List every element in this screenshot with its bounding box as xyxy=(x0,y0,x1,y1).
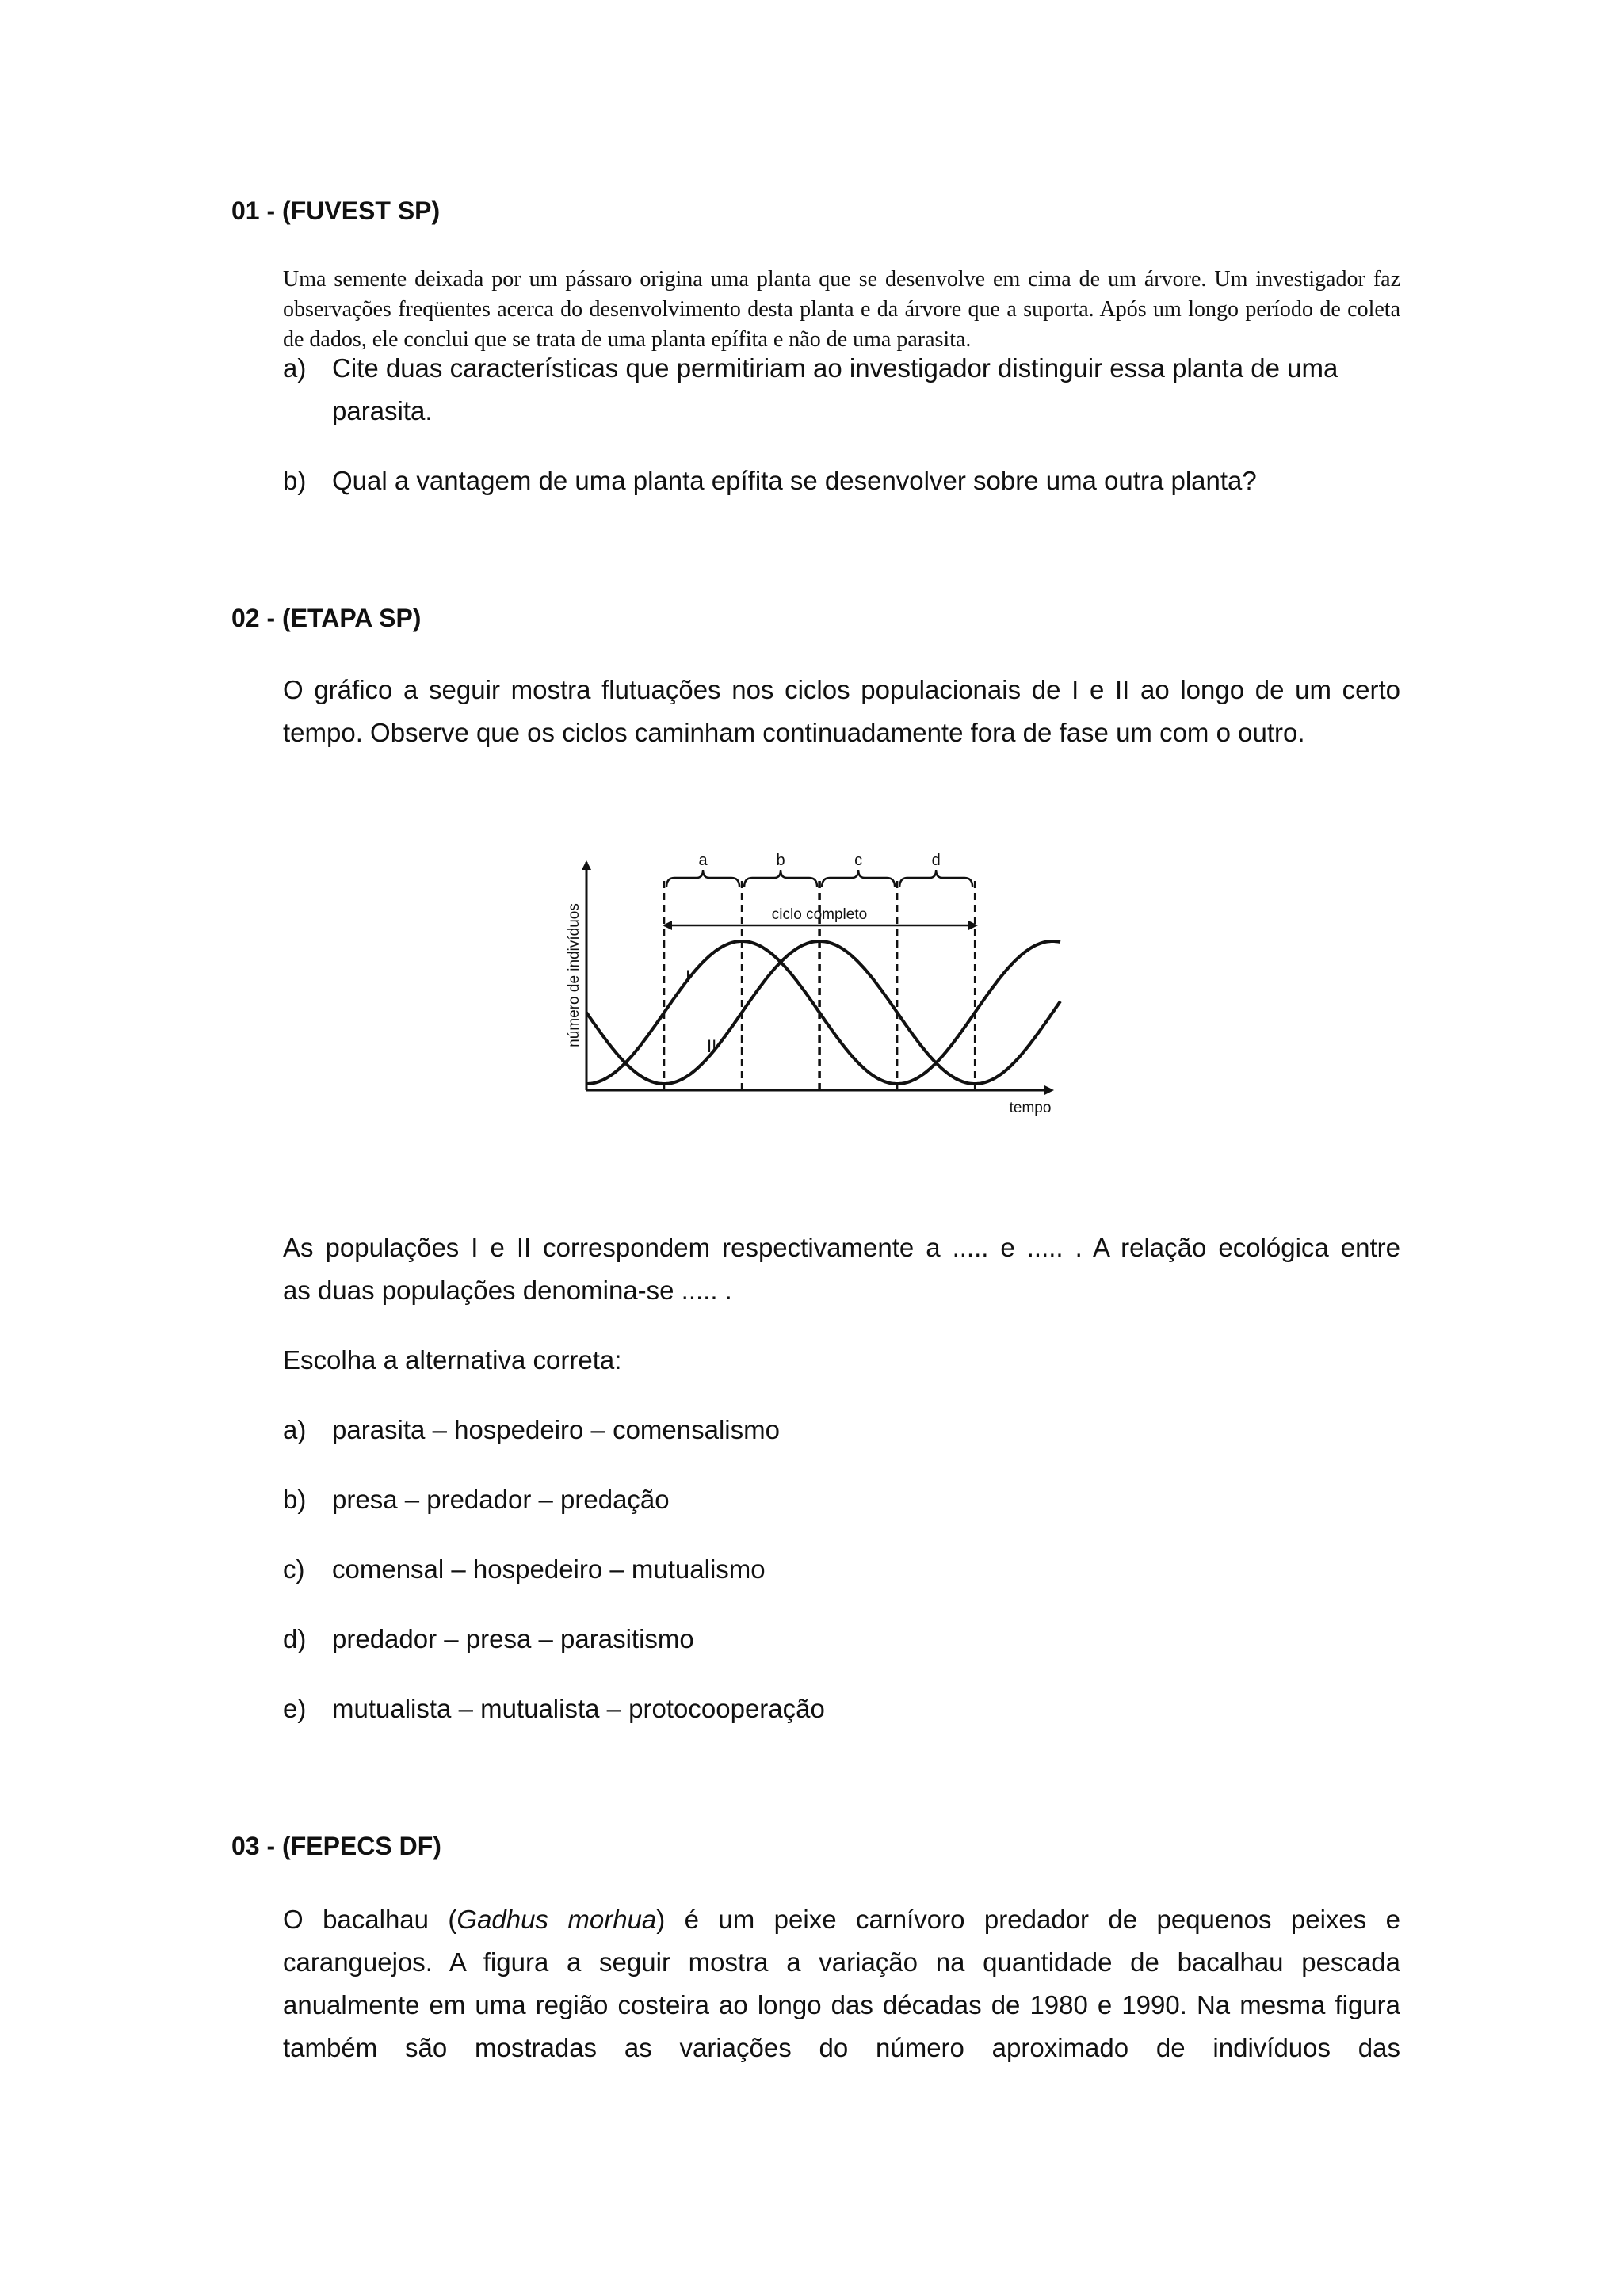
full-cycle-label: ciclo completo xyxy=(771,906,868,923)
series-I-label: I xyxy=(685,967,691,986)
question-3-header: 03 - (FEPECS DF) xyxy=(231,1832,441,1860)
option-text: predador – presa – parasitismo xyxy=(332,1624,694,1653)
option-d xyxy=(283,1618,694,1661)
option-a xyxy=(283,1409,780,1451)
y-axis-label: número de indivíduos xyxy=(566,903,582,1047)
option-text: mutualista – mutualista – protocooperação xyxy=(332,1694,825,1723)
interval-label-d: d xyxy=(931,852,941,869)
interval-label-c: c xyxy=(854,852,863,869)
option-letter: d) xyxy=(283,1624,307,1653)
item-letter: b) xyxy=(283,466,307,495)
option-letter: a) xyxy=(283,1415,307,1444)
interval-brace-b xyxy=(744,870,817,887)
question-1-header: 01 - (FUVEST SP) xyxy=(231,196,441,225)
interval-label-a: a xyxy=(698,852,708,869)
paragraph-text-rest: ) é um peixe carnívoro predador de pequenos peixes e caranguejos. A figura a seguir mostra a variação na quantidade de bacalhau pescada anualmente em uma região costeira ao longo das décadas de 1980 e 1990. Na mesma figura também são mostradas as variações do número aproximado de indivíduos das xyxy=(283,1905,1400,2062)
question-2-statement-line-2: as duas populações denomina-se ..... . xyxy=(283,1276,732,1305)
item-letter: a) xyxy=(283,353,307,383)
question-2-statement-line-1: As populações I e II correspondem respectivamente a ..... e ..... . A relação ecológica entre xyxy=(283,1233,1400,1262)
question-2-prompt: Escolha a alternativa correta: xyxy=(283,1345,622,1375)
option-letter: c) xyxy=(283,1554,305,1584)
option-text: comensal – hospedeiro – mutualismo xyxy=(332,1554,766,1584)
interval-label-b: b xyxy=(776,852,785,869)
question-2-intro-line-1: O gráfico a seguir mostra flutuações nos ciclos populacionais de I e II ao longo de um certo xyxy=(283,675,1400,704)
question-1-text: Uma semente deixada por um pássaro origina uma planta que se desenvolve em cima de um árvore. Um investigador faz observações freqüentes acerca do desenvolvimento desta planta e da árvore que a suporta. Após um longo período de coleta de dados, ele conclui que se trata de uma planta epífita e não de uma parasita. xyxy=(283,267,1400,352)
question-1-item-b xyxy=(283,460,1400,502)
series-II-label: II xyxy=(707,1036,717,1056)
question-2-header: 02 - (ETAPA SP) xyxy=(231,604,422,632)
question-1-item-a xyxy=(283,347,1400,433)
species-name: Gadhus morhua xyxy=(456,1905,657,1934)
item-text: Cite duas características que permitiriam ao investigador distinguir essa planta de uma parasita. xyxy=(332,353,1338,425)
interval-brace-d xyxy=(899,870,972,887)
item-text: Qual a vantagem de uma planta epífita se desenvolver sobre uma outra planta? xyxy=(332,466,1257,495)
option-e xyxy=(283,1688,825,1730)
option-letter: e) xyxy=(283,1694,307,1723)
option-c xyxy=(283,1548,766,1591)
option-text: presa – predador – predação xyxy=(332,1485,670,1514)
series-II-curve xyxy=(586,941,1060,1084)
paragraph-text-start: O bacalhau ( xyxy=(283,1905,457,1934)
population-cycle-chart xyxy=(555,846,1062,1139)
x-axis-label: tempo xyxy=(1009,1100,1052,1116)
option-b xyxy=(283,1478,670,1521)
question-2-intro-line-2: tempo. Observe que os ciclos caminham continuadamente fora de fase um com o outro. xyxy=(283,718,1305,747)
interval-labels xyxy=(698,852,940,869)
interval-brace-c xyxy=(822,870,895,887)
question-3-paragraph xyxy=(283,1898,1400,2069)
option-text: parasita – hospedeiro – comensalismo xyxy=(332,1415,780,1444)
option-letter: b) xyxy=(283,1485,307,1514)
interval-brace-a xyxy=(666,870,739,887)
series-I-curve xyxy=(586,941,1060,1084)
